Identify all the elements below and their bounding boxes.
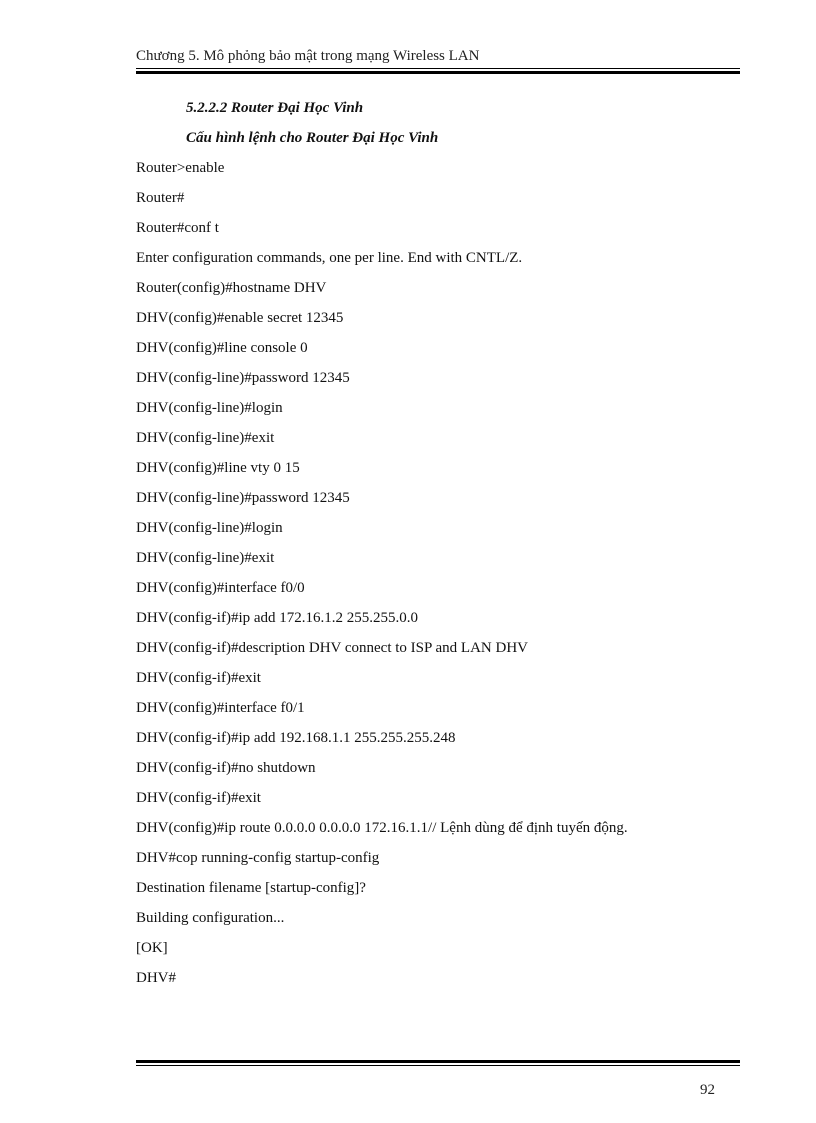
config-line: DHV(config)#interface f0/0 bbox=[136, 580, 305, 596]
config-listing bbox=[136, 153, 756, 993]
config-line: Router# bbox=[136, 190, 185, 206]
config-line: DHV(config-if)#exit bbox=[136, 670, 261, 686]
config-line: DHV(config-line)#password 12345 bbox=[136, 370, 350, 386]
footer-rule bbox=[136, 1060, 740, 1066]
config-line: Destination filename [startup-config]? bbox=[136, 880, 366, 896]
config-line: Building configuration... bbox=[136, 910, 285, 926]
config-line: DHV(config-line)#password 12345 bbox=[136, 490, 350, 506]
section-heading: 5.2.2.2 Router Đại Học Vinh bbox=[186, 100, 364, 116]
config-line: DHV(config)#interface f0/1 bbox=[136, 700, 305, 716]
config-line: DHV(config)#enable secret 12345 bbox=[136, 310, 344, 326]
config-line: Router#conf t bbox=[136, 220, 219, 236]
config-line: DHV#cop running-config startup-config bbox=[136, 850, 380, 866]
page-content bbox=[136, 93, 756, 993]
page-number: 92 bbox=[700, 1082, 715, 1098]
config-line: DHV(config-if)#no shutdown bbox=[136, 760, 316, 776]
running-header: Chương 5. Mô phỏng bảo mật trong mạng Wireless LAN bbox=[136, 48, 480, 64]
config-line: DHV(config-if)#description DHV connect to ISP and LAN DHV bbox=[136, 640, 529, 656]
header-rule bbox=[136, 68, 740, 74]
config-line: DHV# bbox=[136, 970, 176, 986]
config-line: DHV(config-line)#exit bbox=[136, 430, 275, 446]
config-line: [OK] bbox=[136, 940, 168, 956]
config-line: DHV(config)#ip route 0.0.0.0 0.0.0.0 172.16.1.1// Lệnh dùng để định tuyến động. bbox=[136, 820, 628, 836]
config-line: DHV(config-if)#exit bbox=[136, 790, 261, 806]
config-line: Router>enable bbox=[136, 160, 225, 176]
config-line: Router(config)#hostname DHV bbox=[136, 280, 327, 296]
config-line: DHV(config-if)#ip add 192.168.1.1 255.255.255.248 bbox=[136, 730, 456, 746]
config-line: Enter configuration commands, one per line. End with CNTL/Z. bbox=[136, 250, 523, 266]
section-subheading: Cấu hình lệnh cho Router Đại Học Vinh bbox=[186, 130, 439, 146]
config-line: DHV(config-line)#exit bbox=[136, 550, 275, 566]
config-line: DHV(config-line)#login bbox=[136, 520, 283, 536]
config-line: DHV(config-line)#login bbox=[136, 400, 283, 416]
config-line: DHV(config-if)#ip add 172.16.1.2 255.255.0.0 bbox=[136, 610, 419, 626]
config-line: DHV(config)#line vty 0 15 bbox=[136, 460, 300, 476]
config-line: DHV(config)#line console 0 bbox=[136, 340, 308, 356]
